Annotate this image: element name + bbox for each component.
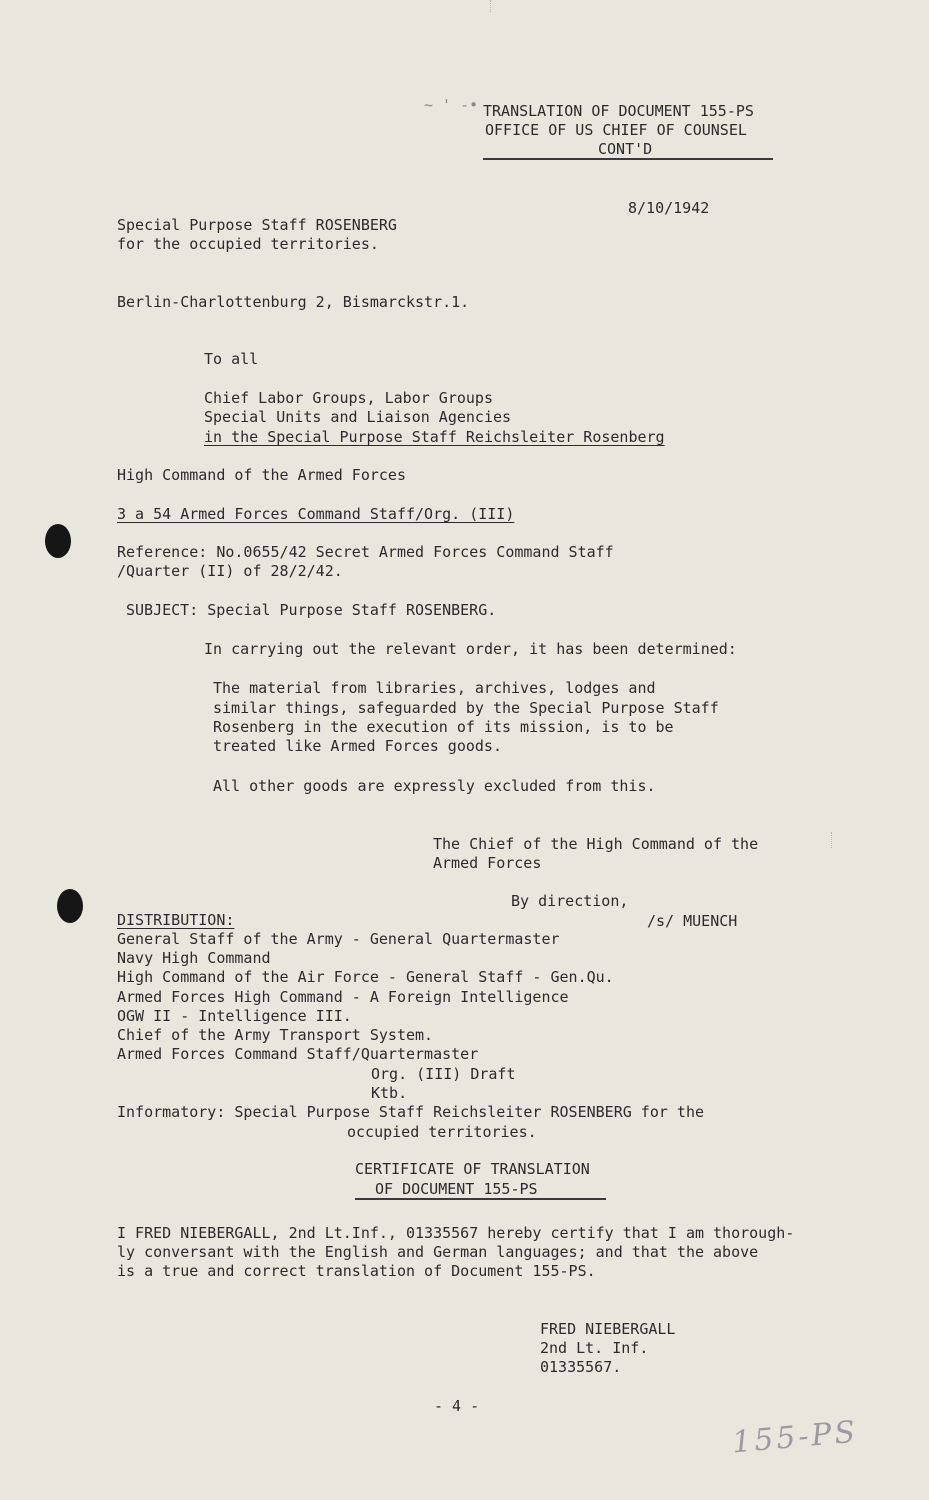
recipient-line: Special Units and Liaison Agencies: [204, 408, 512, 426]
document-date: 8/10/1942: [628, 199, 710, 217]
body-line: Rosenberg in the execution of its mission, is to be: [213, 718, 674, 736]
distribution-item: Armed Forces Command Staff/Quartermaster: [117, 1045, 479, 1063]
certificate-text-line: is a true and correct translation of Document 155-PS.: [117, 1262, 596, 1280]
informatory-line-2: occupied territories.: [347, 1123, 537, 1141]
certificate-text-line: I FRED NIEBERGALL, 2nd Lt.Inf., 01335567 hereby certify that I am thorough-: [117, 1224, 795, 1242]
certificate-rule: [355, 1198, 606, 1200]
distribution-item: Navy High Command: [117, 949, 271, 967]
header-line-2: OFFICE OF US CHIEF OF COUNSEL: [485, 121, 747, 139]
header-line-1: TRANSLATION OF DOCUMENT 155-PS: [483, 102, 754, 120]
subject-line: SUBJECT: Special Purpose Staff ROSENBERG.: [126, 601, 497, 619]
recipient-line: in the Special Purpose Staff Reichsleiter Rosenberg: [204, 428, 665, 446]
header-rule: [483, 158, 773, 160]
body-line: The material from libraries, archives, lodges and: [213, 679, 656, 697]
intro-line: In carrying out the relevant order, it has been determined:: [204, 640, 737, 658]
punch-hole: [57, 889, 83, 923]
sender-line-1: Special Purpose Staff ROSENBERG: [117, 216, 397, 234]
sender-address: Berlin-Charlottenburg 2, Bismarckstr.1.: [117, 293, 470, 311]
signature: /s/ MUENCH: [647, 912, 738, 930]
to-all: To all: [204, 350, 259, 368]
distribution-sub-item: Ktb.: [371, 1084, 408, 1102]
signer-rank: 2nd Lt. Inf.: [540, 1339, 649, 1357]
exclusion-line: All other goods are expressly excluded from this.: [213, 777, 656, 795]
header-dots: ~ ' -•: [424, 96, 479, 114]
signatory-line-2: Armed Forces: [433, 854, 542, 872]
page-number: - 4 -: [434, 1397, 480, 1415]
certificate-text-line: ly conversant with the English and German languages; and that the above: [117, 1243, 759, 1261]
paper-mark: [490, 0, 491, 12]
by-direction: By direction,: [511, 892, 629, 910]
distribution-item: General Staff of the Army - General Quartermaster: [117, 930, 560, 948]
distribution-item: Armed Forces High Command - A Foreign Intelligence: [117, 988, 569, 1006]
margin-mark: [831, 832, 832, 848]
punch-hole: [45, 524, 71, 558]
distribution-item: OGW II - Intelligence III.: [117, 1007, 352, 1025]
reference-line-2: /Quarter (II) of 28/2/42.: [117, 562, 343, 580]
distribution-item: High Command of the Air Force - General Staff - Gen.Qu.: [117, 968, 614, 986]
distribution-item: Chief of the Army Transport System.: [117, 1026, 434, 1044]
reference-line-1: Reference: No.0655/42 Secret Armed Forces Command Staff: [117, 543, 614, 561]
sender-line-2: for the occupied territories.: [117, 235, 379, 253]
body-line: treated like Armed Forces goods.: [213, 737, 502, 755]
signer-name: FRED NIEBERGALL: [540, 1320, 676, 1338]
high-command: High Command of the Armed Forces: [117, 466, 406, 484]
recipient-line: Chief Labor Groups, Labor Groups: [204, 389, 493, 407]
informatory-line-1: Informatory: Special Purpose Staff Reichsleiter ROSENBERG for the: [117, 1103, 704, 1121]
certificate-title-2: OF DOCUMENT 155-PS: [375, 1180, 538, 1198]
body-line: similar things, safeguarded by the Special Purpose Staff: [213, 699, 719, 717]
distribution-heading: DISTRIBUTION:: [117, 911, 235, 929]
signatory-line-1: The Chief of the High Command of the: [433, 835, 759, 853]
distribution-sub-item: Org. (III) Draft: [371, 1065, 516, 1083]
handwritten-document-mark: 155-PS: [730, 1414, 860, 1461]
signer-serial: 01335567.: [540, 1358, 622, 1376]
org-reference: 3 a 54 Armed Forces Command Staff/Org. (III): [117, 505, 515, 523]
header-line-3: CONT'D: [598, 140, 653, 158]
certificate-title-1: CERTIFICATE OF TRANSLATION: [355, 1160, 590, 1178]
